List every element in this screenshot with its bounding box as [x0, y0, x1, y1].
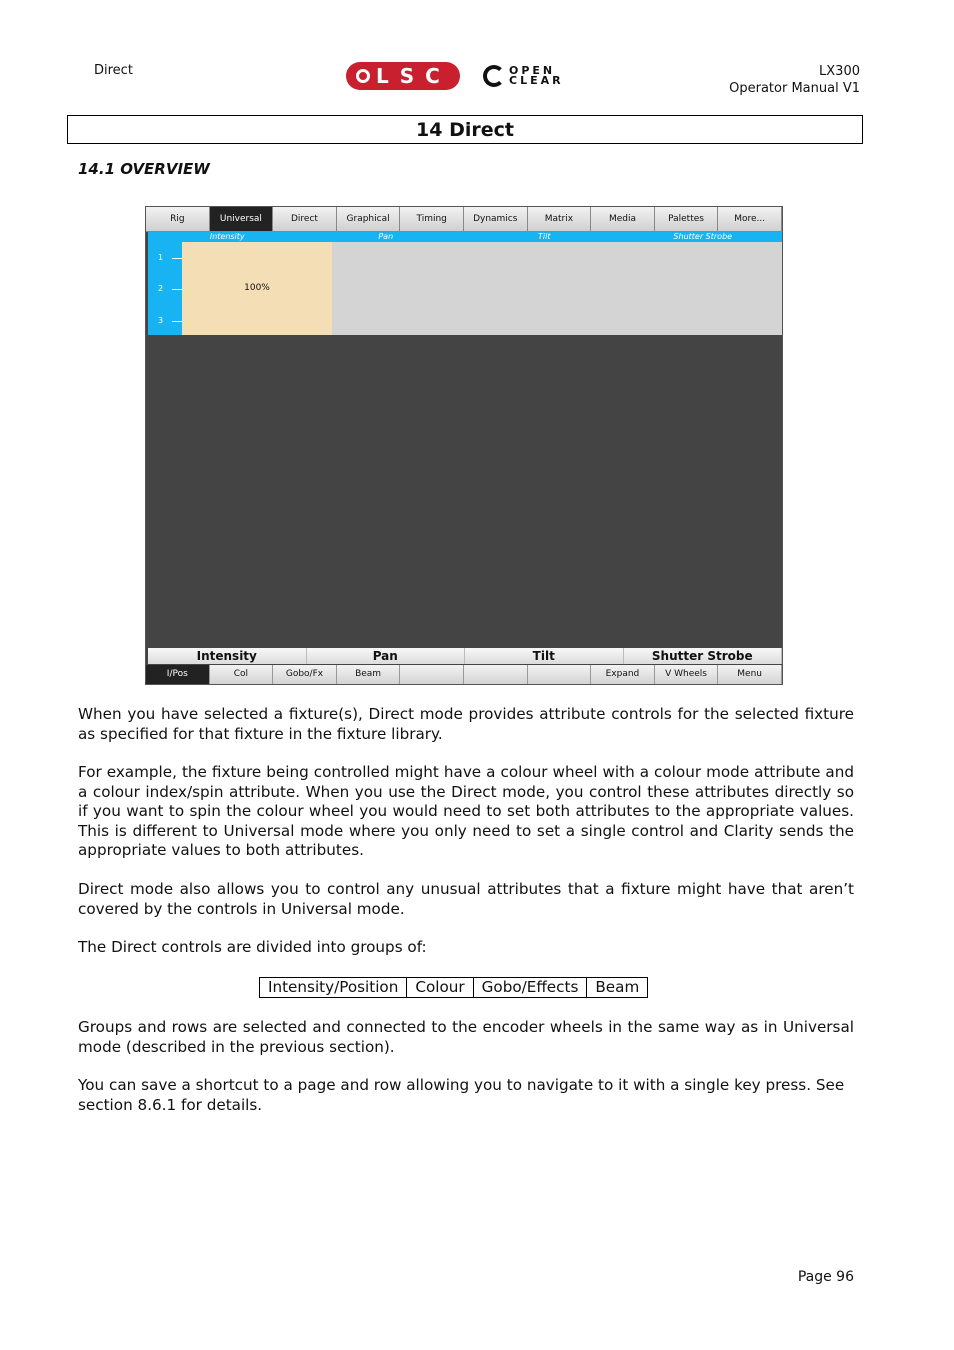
groups-table [259, 977, 648, 998]
softkey-expand[interactable]: Expand [591, 665, 654, 684]
open-clear-logo: OPEN CLEAR [483, 64, 564, 88]
header-product [729, 63, 860, 97]
paragraph: Groups and rows are selected and connected to the encoder wheels in the same way as in Universal mode (described in the previous section). [78, 1018, 854, 1056]
attr-header-pan: Pan [378, 232, 394, 241]
open-clear-logo-mark-icon [483, 65, 505, 87]
encoder-labels [148, 648, 782, 664]
tab-graphical[interactable]: Graphical [337, 207, 401, 232]
softkey-empty[interactable] [400, 665, 463, 684]
softkey-gobo-fx[interactable]: Gobo/Fx [273, 665, 336, 684]
paragraph: For example, the fixture being controlled might have a colour wheel with a colour mode attribute and a colour index/spin attribute. When you use the Direct mode, you control these attributes directly so if you want to spin the colour wheel you would need to set both attributes to the appropriate values. This is different to Universal mode where you only need to set a single control and Clarity sends the appropriate values to both attributes. [78, 763, 854, 859]
encoder-label-tilt: Tilt [465, 648, 623, 664]
group-gobo-effects: Gobo/Effects [474, 978, 588, 997]
encoder-label-pan: Pan [307, 648, 465, 664]
row-number[interactable]: 2 [158, 284, 164, 293]
tab-rig[interactable]: Rig [146, 207, 210, 232]
manual-name: Operator Manual V1 [729, 81, 860, 96]
attr-header-intensity: Intensity [209, 232, 245, 241]
tab-universal[interactable]: Universal [210, 207, 274, 232]
group-beam: Beam [595, 978, 640, 996]
encoder-label-shutter-strobe: Shutter Strobe [624, 648, 782, 664]
softkey-empty[interactable] [464, 665, 527, 684]
tab-media[interactable]: Media [591, 207, 655, 232]
attribute-header-bar [148, 232, 782, 242]
product-name: LX300 [819, 64, 860, 79]
attribute-cells [182, 242, 782, 335]
lsc-logo: LSC [346, 62, 460, 90]
softkey-beam[interactable]: Beam [337, 665, 400, 684]
tab-dynamics[interactable]: Dynamics [464, 207, 528, 232]
mode-tabs [146, 207, 782, 232]
softkey-col[interactable]: Col [210, 665, 273, 684]
tab-timing[interactable]: Timing [400, 207, 464, 232]
paragraph: When you have selected a fixture(s), Direct mode provides attribute controls for the selected fixture as specified for that fixture in the fixture library. [78, 705, 854, 743]
row-number[interactable]: 3 [158, 316, 164, 325]
softkey-menu[interactable]: Menu [718, 665, 781, 684]
row-number[interactable]: 1 [158, 253, 164, 262]
chapter-title: 14 Direct [67, 115, 863, 144]
tab-matrix[interactable]: Matrix [528, 207, 592, 232]
tab-direct[interactable]: Direct [273, 207, 337, 232]
paragraph: Direct mode also allows you to control any unusual attributes that a fixture might have that aren’t covered by the controls in Universal mode. [78, 880, 854, 918]
page-number: Page 96 [797, 1269, 854, 1285]
group-intensity-position: Intensity/Position [260, 978, 407, 997]
attr-header-shutter-strobe: Shutter Strobe [673, 232, 733, 241]
attr-header-tilt: Tilt [538, 232, 551, 241]
tab-more[interactable]: More... [718, 207, 782, 232]
lsc-logo-mark-icon [356, 69, 370, 83]
softkey-ipos[interactable]: I/Pos [146, 665, 209, 684]
paragraph: You can save a shortcut to a page and row allowing you to navigate to it with a single key press. See section 8.6.1 for details. [78, 1076, 845, 1114]
intensity-cell[interactable]: 100% [182, 242, 332, 335]
paragraph: The Direct controls are divided into groups of: [78, 938, 427, 956]
softkey-v-wheels[interactable]: V Wheels [655, 665, 718, 684]
group-colour: Colour [407, 978, 473, 997]
softkey-empty[interactable] [528, 665, 591, 684]
section-title: 14.1 OVERVIEW [78, 160, 210, 178]
header-section-name: Direct [94, 63, 133, 78]
direct-mode-screenshot [145, 206, 783, 685]
encoder-label-intensity: Intensity [148, 648, 306, 664]
tab-palettes[interactable]: Palettes [655, 207, 719, 232]
softkey-bar [146, 665, 782, 684]
row-number-column [148, 242, 182, 335]
